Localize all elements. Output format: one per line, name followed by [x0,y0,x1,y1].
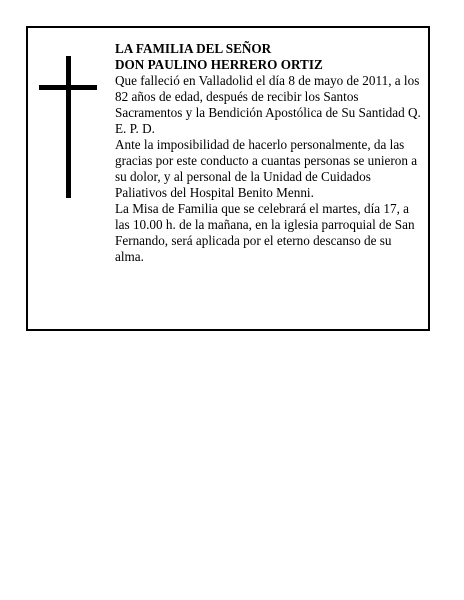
cross-vertical-bar [66,56,71,198]
notice-paragraph-thanks: Ante la imposibilidad de hacerlo personalmente, da las gracias por este conducto a cuantas personas se unieron a su dolor, y al personal de la Unidad de Cuidados Paliativos del Hospital Benito Menni. [115,137,418,200]
notice-heading-deceased-name: DON PAULINO HERRERO ORTIZ [115,57,323,72]
notice-paragraph-death: Que falleció en Valladolid el día 8 de mayo de 2011, a los 82 años de edad, después de recibir los Santos Sacramentos y la Bendición Apostólica de Su Santidad Q. E. P. D. [115,73,421,136]
notice-heading-family: LA FAMILIA DEL SEÑOR [115,41,272,56]
notice-body [115,41,423,265]
notice-paragraph-mass: La Misa de Familia que se celebrará el martes, día 17, a las 10.00 h. de la mañana, en la iglesia parroquial de San Fernando, será aplicada por el eterno descanso de su alma. [115,201,415,264]
obituary-notice [26,26,430,331]
cross-horizontal-bar [39,85,97,90]
